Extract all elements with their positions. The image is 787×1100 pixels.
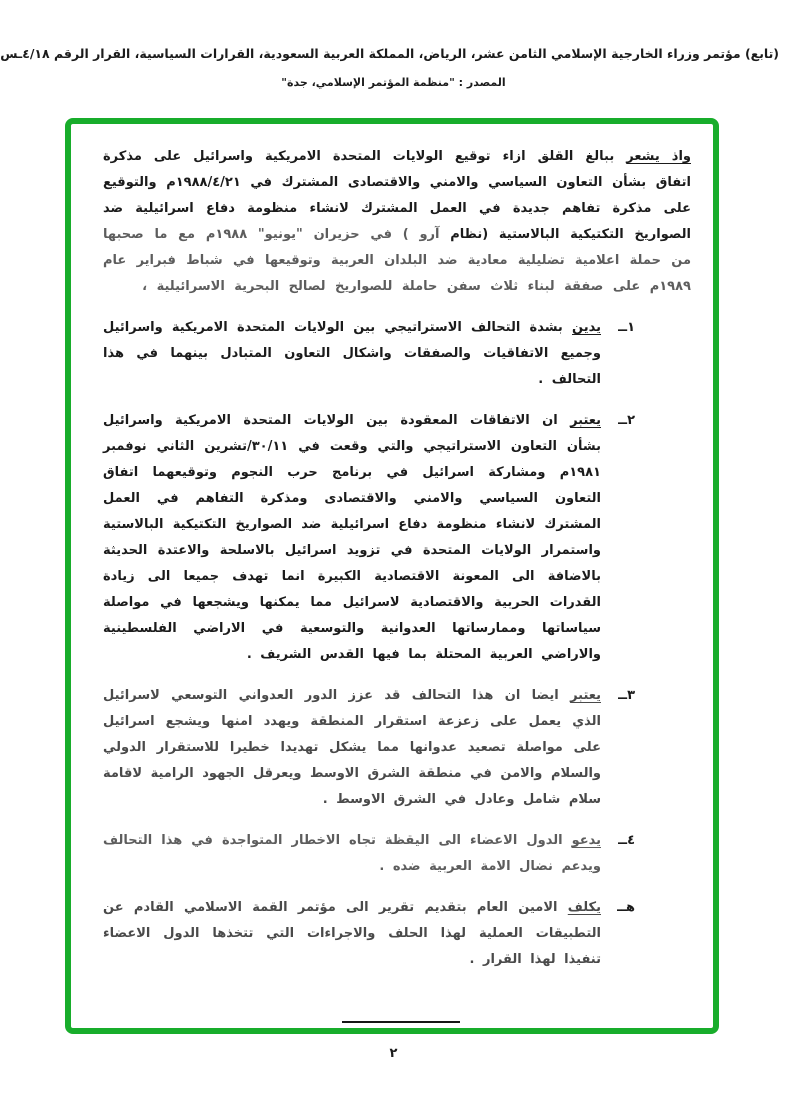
clause-5-body: الامين العام بتقديم تقرير الى مؤتمر القمة الاسلامي القادم عن التطبيقات العملية لهذا الحلف والاجراءات التي تتخذها الدول الاعضاء تنفيذا لهذا القرار .	[103, 900, 601, 967]
opening-lead-underlined: واذ يشعر	[626, 149, 691, 164]
opening-text: ببالغ القلق ازاء توقيع الولايات المتحدة الامريكية واسرائيل على مذكرة اتفاق بشأن التعاون السياسي والامني والاقتصادى المشترك في ١٩٨٨/٤/٢١م والتوقيع على مذكرة تفاهم جديدة في العمل المشترك لانشاء منظومة دفاع اسرائيلية ضد الصواريخ التكتيكية البالاستية (نظام	[103, 149, 691, 242]
clause-2	[103, 408, 635, 668]
clause-4-lead-underlined: يدعو	[571, 833, 601, 848]
document-header-citation: (تابع) مؤتمر وزراء الخارجية الإسلامي الثامن عشر، الرياض، المملكة العربية السعودية، القرارات السياسية، القرار الرقم ٤/١٨ـس	[0, 46, 779, 61]
clause-2-text	[103, 408, 601, 668]
clause-4	[103, 828, 635, 880]
clause-1-lead-underlined: يدين	[572, 320, 601, 335]
clause-4-number: ٤ــ	[618, 833, 635, 848]
opening-text-faded: آرو ) في حزيران "يونيو" ١٩٨٨م مع ما صحبها من حملة اعلامية تضليلية معادية ضد البلدان العربية وتوقيعها في شباط فبراير عام ١٩٨٩م على صفقة لبناء ثلاث سفن حاملة للصواريخ لصالح البحرية الاسرائيلية ،	[103, 227, 691, 294]
clause-1-body: بشدة التحالف الاستراتيجي بين الولايات المتحدة الامريكية واسرائيل وجميع الاتفاقيات والصفقات واشكال التعاون المتبادل بينهما في هذا التحالف .	[103, 320, 601, 387]
clause-1-text	[103, 315, 601, 393]
clause-5	[103, 895, 635, 973]
clause-1-number: ١ــ	[618, 320, 635, 335]
clause-3	[103, 683, 635, 813]
clause-4-text	[103, 828, 601, 880]
clause-5-text	[103, 895, 601, 973]
clause-3-lead-underlined: يعتبر	[570, 688, 601, 703]
clause-5-number: هــ	[617, 900, 635, 915]
clause-3-text	[103, 683, 601, 813]
clause-1	[103, 315, 635, 393]
clause-2-lead-underlined: يعتبر	[570, 413, 601, 428]
clause-5-lead-underlined: يكلف	[567, 900, 601, 915]
clause-3-body: ايضا ان هذا التحالف قد عزز الدور العدواني التوسعي لاسرائيل الذي يعمل على زعزعة استقرار المنطقة ويهدد امنها ويشجع اسرائيل على مواصلة تصعيد عدوانها مما يشكل تهديدا خطيرا للاستقرار الدولي والسلام والامن في منطقة الشرق الاوسط ويعرقل الجهود الرامية لاقامة سلام شامل وعادل في الشرق الاوسط .	[103, 688, 601, 807]
green-highlight-border	[65, 118, 719, 1034]
footer-separator-rule	[342, 1021, 460, 1023]
clause-2-body: ان الاتفاقات المعقودة بين الولايات المتحدة الامريكية واسرائيل بشأن التعاون الاستراتيجي والتي وقعت في ٣٠/١١/تشرين الثاني نوفمبر ١٩٨١م ومشاركة اسرائيل في برنامج حرب النجوم وتوقيعهما اتفاق التعاون السياسي والامني والاقتصادى ومذكرة التفاهم في العمل المشترك لانشاء منظومة دفاع اسرائيلية ضد الصواريخ التكتيكية البالاستية واستمرار الولايات المتحدة في تزويد اسرائيل بالاسلحة والاعتدة الحديثة بالاضافة الى المعونة الاقتصادية الكبيرة انما تهدف جميعا الى زيادة القدرات الحربية والاقتصادية لاسرائيل مما يمكنها ويشجعها في مواصلة سياساتها وممارساتها العدوانية والتوسعية في الاراضي الفلسطينية والاراضي العربية المحتلة بما فيها القدس الشريف .	[103, 413, 601, 662]
clause-2-number: ٢ــ	[618, 413, 635, 428]
clause-4-body: الدول الاعضاء الى اليقظة تجاه الاخطار المتواجدة في هذا التحالف ويدعم نضال الامة العربية ضده .	[103, 833, 601, 874]
opening-paragraph	[103, 144, 691, 300]
clause-3-number: ٣ــ	[618, 688, 635, 703]
resolution-clauses	[103, 315, 635, 973]
page-number: ٢	[389, 1046, 398, 1061]
document-source-line: المصدر : "منظمة المؤتمر الإسلامي، جدة"	[281, 76, 506, 89]
resolution-body	[103, 144, 691, 1020]
